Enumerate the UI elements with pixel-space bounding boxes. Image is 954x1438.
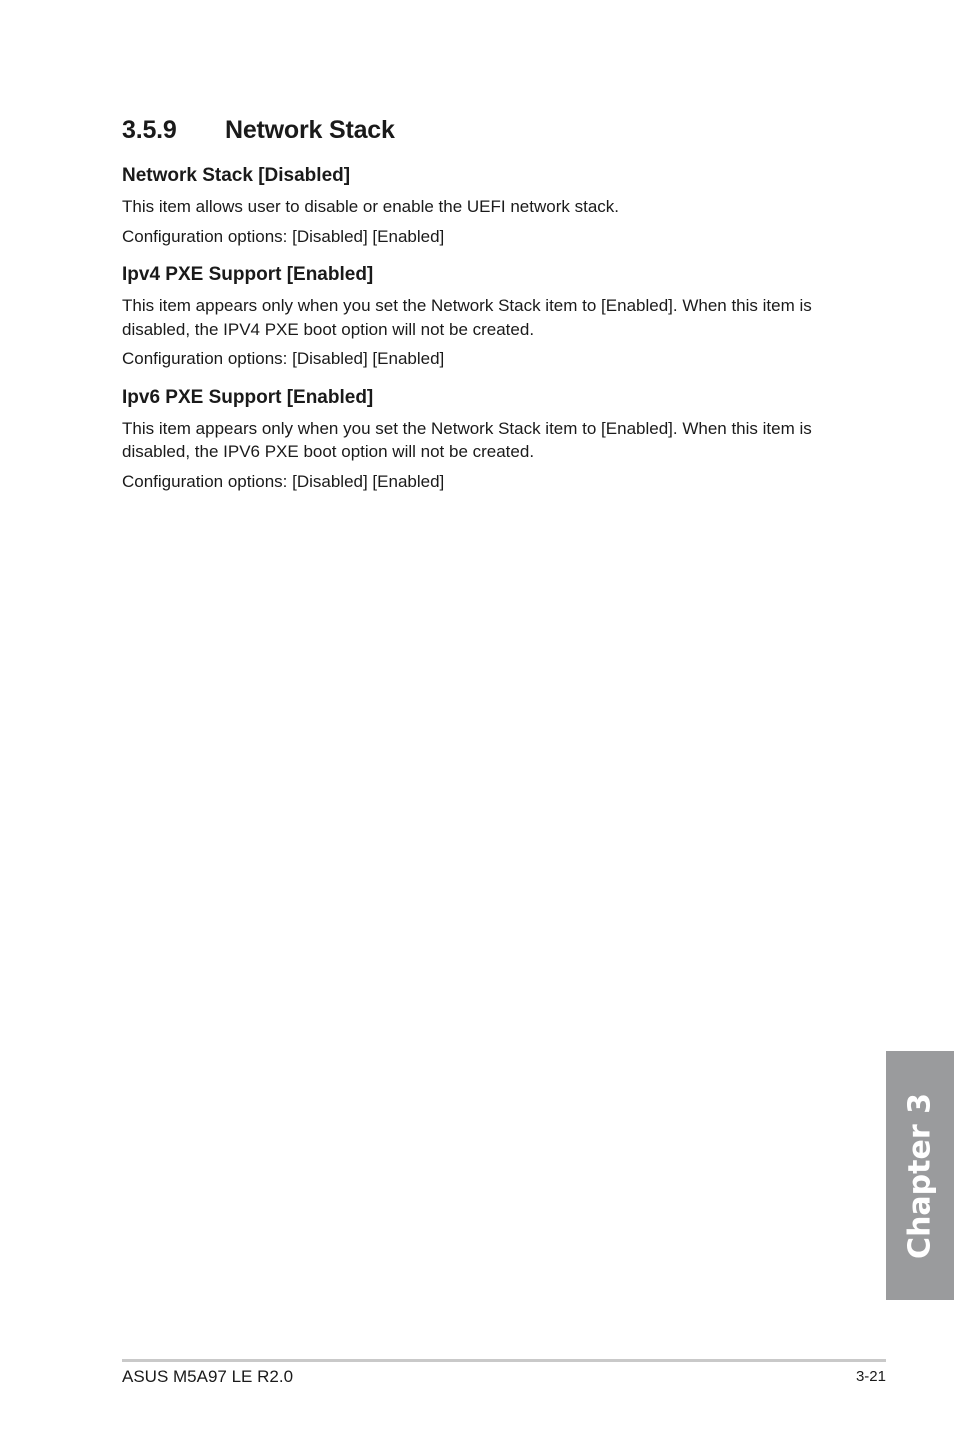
item-title: Ipv6 PXE Support [Enabled]: [122, 386, 374, 408]
section-title: Network Stack: [225, 116, 395, 144]
footer-page-number: 3-21: [855, 1368, 886, 1385]
setting-network-stack: [122, 162, 842, 248]
chapter-tab-label: Chapter 3: [902, 1092, 938, 1259]
item-config-options: Configuration options: [Disabled] [Enabled]: [122, 226, 445, 246]
item-description: This item appears only when you set the Network Stack item to [Enabled]. When this item is disabled, the IPV4 PXE boot option will not be created.: [122, 296, 812, 339]
setting-ipv6-pxe-support: [122, 384, 842, 494]
section-number: 3.5.9: [122, 116, 177, 144]
item-title: Ipv4 PXE Support [Enabled]: [122, 264, 374, 285]
item-config-options: Configuration options: [Disabled] [Enabled]: [122, 349, 445, 368]
setting-ipv4-pxe-support: [122, 261, 842, 371]
item-description: This item appears only when you set the Network Stack item to [Enabled]. When this item is disabled, the IPV6 PXE boot option will not be created.: [122, 418, 812, 461]
footer-product-name: ASUS M5A97 LE R2.0: [122, 1367, 294, 1386]
item-description: This item allows user to disable or enable the UEFI network stack.: [122, 197, 619, 216]
section-heading: [122, 116, 395, 145]
chapter-tab: [886, 1051, 954, 1300]
content: [122, 162, 842, 493]
item-config-options: Configuration options: [Disabled] [Enabled]: [122, 471, 445, 491]
footer-divider: [122, 1359, 886, 1362]
item-title: Network Stack [Disabled]: [122, 165, 351, 186]
